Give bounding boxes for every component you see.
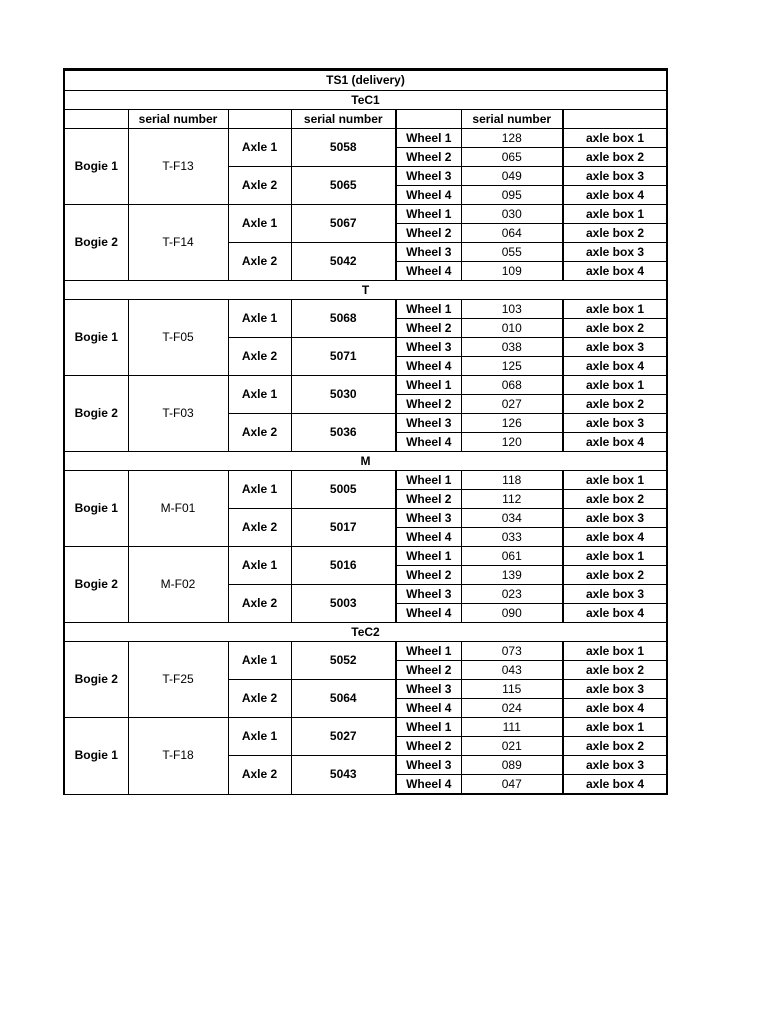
axle-label[interactable]: Axle 2	[228, 167, 291, 205]
car-label[interactable]: M	[64, 452, 667, 471]
bogie-serial[interactable]: T-F14	[128, 205, 228, 281]
car-label[interactable]: TeC1	[64, 91, 667, 110]
wheel-serial[interactable]: 027	[461, 395, 563, 414]
axle-box-label[interactable]: axle box 2	[563, 395, 667, 414]
table-row	[64, 205, 667, 224]
bogie-label[interactable]: Bogie 2	[64, 205, 128, 281]
wheel-label[interactable]: Wheel 2	[396, 395, 461, 414]
axle-serial[interactable]: 5005	[291, 471, 396, 509]
wheel-serial[interactable]: 128	[461, 129, 563, 148]
axle-box-label[interactable]: axle box 1	[563, 205, 667, 224]
wheel-serial[interactable]: 061	[461, 547, 563, 566]
header-serial-bogie[interactable]: serial number	[128, 110, 228, 129]
axle-serial[interactable]: 5067	[291, 205, 396, 243]
axle-box-label[interactable]: axle box 2	[563, 737, 667, 756]
car-row	[64, 452, 667, 471]
wheel-serial[interactable]: 068	[461, 376, 563, 395]
wheel-label[interactable]: Wheel 2	[396, 490, 461, 509]
wheel-serial[interactable]: 064	[461, 224, 563, 243]
wheel-label[interactable]: Wheel 4	[396, 528, 461, 547]
wheel-serial[interactable]: 043	[461, 661, 563, 680]
bogie-label[interactable]: Bogie 1	[64, 718, 128, 795]
axle-serial[interactable]: 5065	[291, 167, 396, 205]
header-serial-axle[interactable]: serial number	[291, 110, 396, 129]
axle-serial[interactable]: 5052	[291, 642, 396, 680]
table-row	[64, 642, 667, 661]
car-label[interactable]: T	[64, 281, 667, 300]
bogie-serial[interactable]: T-F25	[128, 642, 228, 718]
wheel-serial[interactable]: 010	[461, 319, 563, 338]
axle-box-label[interactable]: axle box 3	[563, 585, 667, 604]
bogie-serial[interactable]: M-F02	[128, 547, 228, 623]
car-row	[64, 91, 667, 110]
wheel-label[interactable]: Wheel 1	[396, 642, 461, 661]
bogie-serial[interactable]: T-F03	[128, 376, 228, 452]
wheel-label[interactable]: Wheel 3	[396, 338, 461, 357]
axle-serial[interactable]: 5003	[291, 585, 396, 623]
axle-label[interactable]: Axle 2	[228, 338, 291, 376]
axle-box-label[interactable]: axle box 4	[563, 357, 667, 376]
header-cell-empty[interactable]	[64, 110, 128, 129]
table-title[interactable]: TS1 (delivery)	[64, 70, 667, 91]
wheel-label[interactable]: Wheel 3	[396, 756, 461, 775]
axle-box-label[interactable]: axle box 3	[563, 338, 667, 357]
wheel-serial[interactable]: 073	[461, 642, 563, 661]
axle-box-label[interactable]: axle box 3	[563, 167, 667, 186]
wheel-label[interactable]: Wheel 2	[396, 737, 461, 756]
axle-box-label[interactable]: axle box 4	[563, 528, 667, 547]
wheel-serial[interactable]: 024	[461, 699, 563, 718]
wheel-label[interactable]: Wheel 1	[396, 718, 461, 737]
wheel-serial[interactable]: 125	[461, 357, 563, 376]
wheel-serial[interactable]: 109	[461, 262, 563, 281]
axle-box-label[interactable]: axle box 4	[563, 262, 667, 281]
table-row	[64, 300, 667, 319]
wheel-label[interactable]: Wheel 1	[396, 376, 461, 395]
axle-box-label[interactable]: axle box 1	[563, 376, 667, 395]
axle-label[interactable]: Axle 1	[228, 300, 291, 338]
axle-label[interactable]: Axle 1	[228, 547, 291, 585]
wheel-serial[interactable]: 090	[461, 604, 563, 623]
axle-box-label[interactable]: axle box 2	[563, 490, 667, 509]
axle-label[interactable]: Axle 1	[228, 718, 291, 756]
axle-serial[interactable]: 5016	[291, 547, 396, 585]
wheel-serial[interactable]: 021	[461, 737, 563, 756]
wheel-label[interactable]: Wheel 3	[396, 680, 461, 699]
wheel-serial[interactable]: 033	[461, 528, 563, 547]
axle-serial[interactable]: 5030	[291, 376, 396, 414]
header-serial-wheel[interactable]: serial number	[461, 110, 563, 129]
wheel-label[interactable]: Wheel 1	[396, 300, 461, 319]
header-cell-empty[interactable]	[396, 110, 461, 129]
bogie-label[interactable]: Bogie 2	[64, 642, 128, 718]
wheel-serial[interactable]: 055	[461, 243, 563, 262]
bogie-serial[interactable]: T-F05	[128, 300, 228, 376]
axle-box-label[interactable]: axle box 3	[563, 680, 667, 699]
axle-box-label[interactable]: axle box 3	[563, 414, 667, 433]
wheel-serial[interactable]: 034	[461, 509, 563, 528]
axle-box-label[interactable]: axle box 3	[563, 509, 667, 528]
wheel-label[interactable]: Wheel 2	[396, 319, 461, 338]
axle-serial[interactable]: 5068	[291, 300, 396, 338]
axle-box-label[interactable]: axle box 1	[563, 300, 667, 319]
axle-label[interactable]: Axle 2	[228, 509, 291, 547]
table-row	[64, 376, 667, 395]
wheel-label[interactable]: Wheel 4	[396, 775, 461, 795]
wheel-label[interactable]: Wheel 4	[396, 186, 461, 205]
bogie-serial[interactable]: T-F18	[128, 718, 228, 795]
axle-box-label[interactable]: axle box 1	[563, 718, 667, 737]
axle-label[interactable]: Axle 2	[228, 414, 291, 452]
wheel-label[interactable]: Wheel 3	[396, 414, 461, 433]
axle-box-label[interactable]: axle box 1	[563, 129, 667, 148]
axle-label[interactable]: Axle 1	[228, 642, 291, 680]
delivery-table	[63, 68, 668, 795]
wheel-label[interactable]: Wheel 1	[396, 471, 461, 490]
bogie-label[interactable]: Bogie 2	[64, 547, 128, 623]
wheel-serial[interactable]: 065	[461, 148, 563, 167]
axle-serial[interactable]: 5064	[291, 680, 396, 718]
axle-box-label[interactable]: axle box 4	[563, 433, 667, 452]
wheel-serial[interactable]: 103	[461, 300, 563, 319]
car-row	[64, 623, 667, 642]
wheel-label[interactable]: Wheel 2	[396, 661, 461, 680]
axle-label[interactable]: Axle 2	[228, 756, 291, 795]
title-row	[64, 70, 667, 91]
wheel-serial[interactable]: 038	[461, 338, 563, 357]
wheel-serial[interactable]: 126	[461, 414, 563, 433]
axle-label[interactable]: Axle 2	[228, 243, 291, 281]
axle-label[interactable]: Axle 2	[228, 585, 291, 623]
wheel-serial[interactable]: 030	[461, 205, 563, 224]
table-row	[64, 129, 667, 148]
axle-serial[interactable]: 5027	[291, 718, 396, 756]
table-row	[64, 471, 667, 490]
axle-box-label[interactable]: axle box 4	[563, 186, 667, 205]
wheel-label[interactable]: Wheel 4	[396, 433, 461, 452]
bogie-label[interactable]: Bogie 1	[64, 471, 128, 547]
car-label[interactable]: TeC2	[64, 623, 667, 642]
axle-box-label[interactable]: axle box 1	[563, 547, 667, 566]
axle-serial[interactable]: 5058	[291, 129, 396, 167]
axle-box-label[interactable]: axle box 2	[563, 319, 667, 338]
axle-label[interactable]: Axle 1	[228, 129, 291, 167]
wheel-label[interactable]: Wheel 3	[396, 167, 461, 186]
wheel-label[interactable]: Wheel 4	[396, 357, 461, 376]
axle-serial[interactable]: 5071	[291, 338, 396, 376]
axle-box-label[interactable]: axle box 4	[563, 775, 667, 795]
wheel-serial[interactable]: 118	[461, 471, 563, 490]
axle-box-label[interactable]: axle box 1	[563, 642, 667, 661]
axle-box-label[interactable]: axle box 3	[563, 243, 667, 262]
header-cell-empty[interactable]	[563, 110, 667, 129]
wheel-label[interactable]: Wheel 3	[396, 509, 461, 528]
bogie-serial[interactable]: M-F01	[128, 471, 228, 547]
wheel-serial[interactable]: 112	[461, 490, 563, 509]
wheel-serial[interactable]: 049	[461, 167, 563, 186]
axle-box-label[interactable]: axle box 2	[563, 148, 667, 167]
bogie-label[interactable]: Bogie 1	[64, 129, 128, 205]
bogie-serial[interactable]: T-F13	[128, 129, 228, 205]
wheel-serial[interactable]: 047	[461, 775, 563, 795]
wheel-label[interactable]: Wheel 3	[396, 585, 461, 604]
wheel-serial[interactable]: 089	[461, 756, 563, 775]
car-row	[64, 281, 667, 300]
wheel-label[interactable]: Wheel 3	[396, 243, 461, 262]
wheel-serial[interactable]: 111	[461, 718, 563, 737]
wheel-label[interactable]: Wheel 1	[396, 129, 461, 148]
wheel-label[interactable]: Wheel 4	[396, 699, 461, 718]
axle-box-label[interactable]: axle box 4	[563, 604, 667, 623]
axle-label[interactable]: Axle 2	[228, 680, 291, 718]
axle-serial[interactable]: 5042	[291, 243, 396, 281]
spreadsheet-sheet	[63, 68, 668, 795]
table-row	[64, 547, 667, 566]
wheel-label[interactable]: Wheel 4	[396, 604, 461, 623]
wheel-serial[interactable]: 139	[461, 566, 563, 585]
axle-box-label[interactable]: axle box 4	[563, 699, 667, 718]
wheel-label[interactable]: Wheel 1	[396, 547, 461, 566]
header-cell-empty[interactable]	[228, 110, 291, 129]
axle-label[interactable]: Axle 1	[228, 376, 291, 414]
axle-box-label[interactable]: axle box 3	[563, 756, 667, 775]
axle-label[interactable]: Axle 1	[228, 205, 291, 243]
wheel-serial[interactable]: 120	[461, 433, 563, 452]
header-row	[64, 110, 667, 129]
axle-serial[interactable]: 5036	[291, 414, 396, 452]
wheel-serial[interactable]: 095	[461, 186, 563, 205]
axle-box-label[interactable]: axle box 2	[563, 566, 667, 585]
table-row	[64, 718, 667, 737]
axle-box-label[interactable]: axle box 2	[563, 661, 667, 680]
axle-box-label[interactable]: axle box 1	[563, 471, 667, 490]
axle-box-label[interactable]: axle box 2	[563, 224, 667, 243]
axle-serial[interactable]: 5043	[291, 756, 396, 795]
wheel-label[interactable]: Wheel 4	[396, 262, 461, 281]
wheel-label[interactable]: Wheel 2	[396, 148, 461, 167]
wheel-serial[interactable]: 023	[461, 585, 563, 604]
wheel-label[interactable]: Wheel 2	[396, 224, 461, 243]
bogie-label[interactable]: Bogie 2	[64, 376, 128, 452]
wheel-label[interactable]: Wheel 1	[396, 205, 461, 224]
bogie-label[interactable]: Bogie 1	[64, 300, 128, 376]
wheel-label[interactable]: Wheel 2	[396, 566, 461, 585]
wheel-serial[interactable]: 115	[461, 680, 563, 699]
axle-serial[interactable]: 5017	[291, 509, 396, 547]
axle-label[interactable]: Axle 1	[228, 471, 291, 509]
